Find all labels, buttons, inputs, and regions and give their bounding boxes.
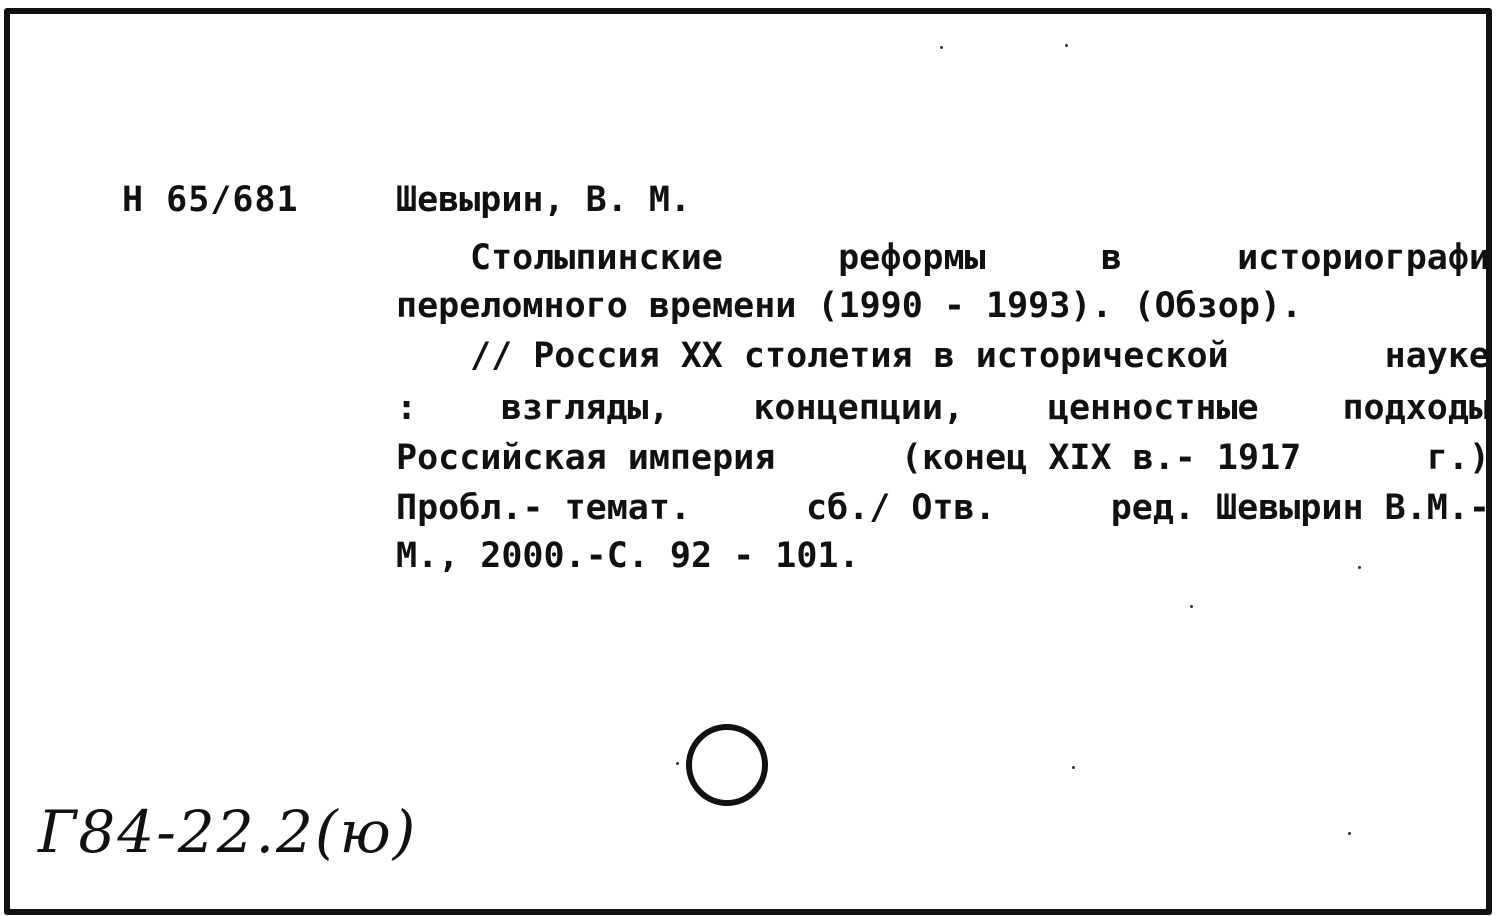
source-segment: взгляды, <box>500 388 670 428</box>
speck <box>1072 766 1075 769</box>
author-name: Шевырин, В. М. <box>396 180 692 220</box>
speck <box>940 46 943 49</box>
source-line-2 <box>396 388 1490 428</box>
speck <box>1348 832 1351 835</box>
title-line-2: переломного времени (1990 - 1993). (Обзор). <box>396 286 1303 326</box>
source-segment: науке <box>1384 336 1490 376</box>
source-segment: ред. Шевырин В.М.- <box>1110 488 1490 528</box>
handwritten-classification: Г84-22.2(ю) <box>38 798 418 866</box>
source-segment: ценностные <box>1047 388 1259 428</box>
source-segment: (конец XIX в.- 1917 <box>900 438 1302 478</box>
shelf-mark: Н 65/681 <box>122 180 299 220</box>
source-segment: Российская империя <box>396 438 776 478</box>
source-line-4 <box>396 488 1490 528</box>
speck <box>676 762 679 765</box>
source-segment: // Россия XX столетия в исторической <box>470 336 1229 376</box>
source-segment: Пробл.- темат. <box>396 488 692 528</box>
title-word: Столыпинские <box>470 238 723 278</box>
source-line-5: М., 2000.-С. 92 - 101. <box>396 536 860 576</box>
speck <box>1065 44 1068 47</box>
title-word: историографи <box>1237 238 1490 278</box>
title-line-1 <box>470 238 1490 278</box>
speck <box>1358 566 1361 569</box>
speck <box>1190 605 1193 608</box>
title-word: в <box>1100 238 1122 278</box>
source-segment: сб./ Отв. <box>806 488 996 528</box>
source-line-1 <box>470 336 1490 376</box>
source-line-3 <box>396 438 1490 478</box>
source-segment: : <box>396 388 418 428</box>
source-segment: г.) <box>1426 438 1490 478</box>
card-punch-hole <box>686 724 768 806</box>
title-word: реформы <box>838 238 986 278</box>
source-segment: концепции, <box>753 388 965 428</box>
source-segment: подходы <box>1342 388 1490 428</box>
